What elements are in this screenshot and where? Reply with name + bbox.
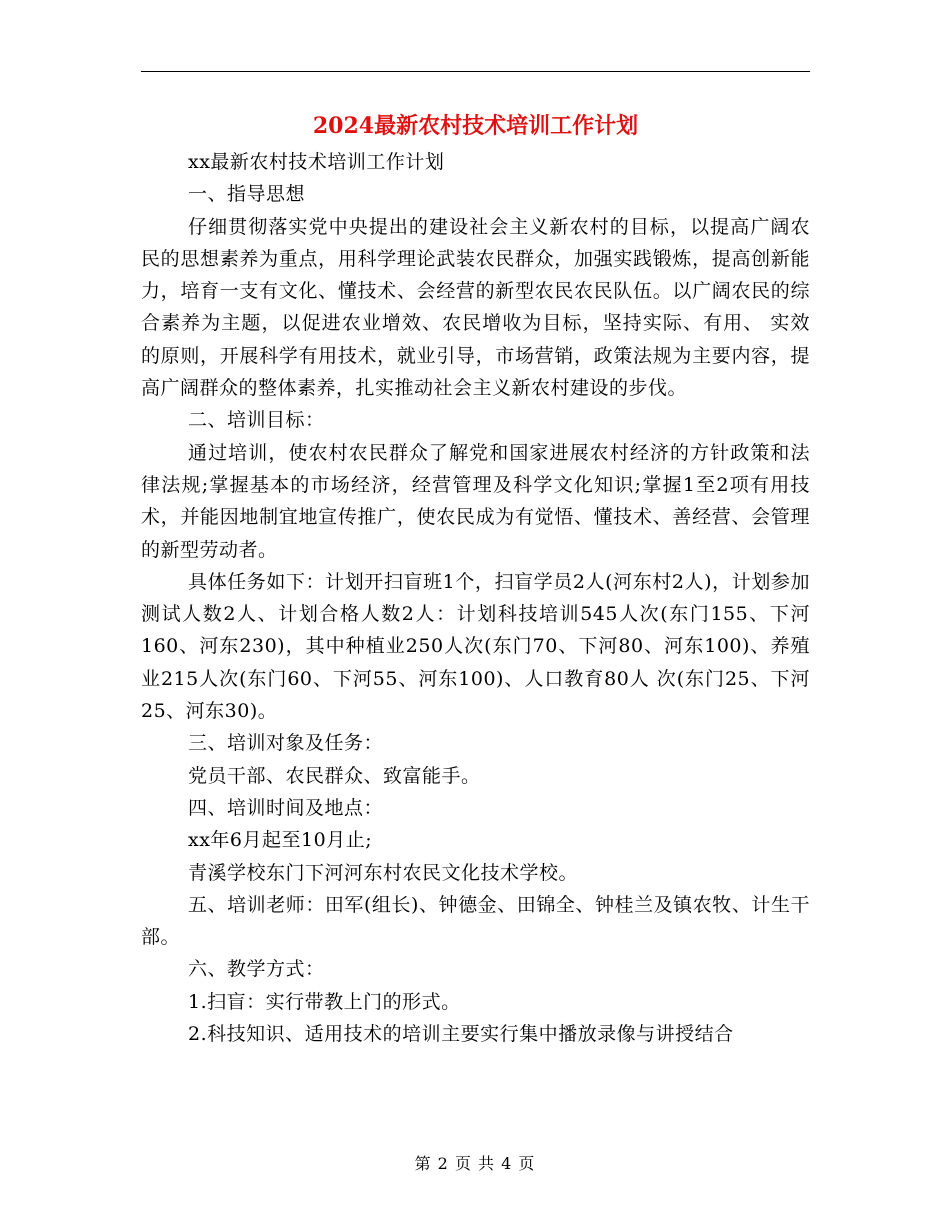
doc-paragraph: 仔细贯彻落实党中央提出的建设社会主义新农村的目标，以提高广阔农民的思想素养为重点，用科学理论武装农民群众，加强实践锻炼，提高创新能力，培育一支有文化、懂技术、会经营的新型农民农民队伍。以广阔农民的综合素养为主题，以促进农业增效、农民增收为目标，坚持实际、有用、 实效的原则，开展科学有用技术，就业引导，市场营销，政策法规为主要内容，提高广阔群众的整体素养，扎实推动社会主义新农村建设的步伐。 [141,215,810,400]
doc-list-item: 2.科技知识、适用技术的培训主要实行集中播放录像与讲授结合 [188,1023,734,1046]
section-heading-training-targets: 三、培训对象及任务： [188,732,384,755]
doc-paragraph: 通过培训，使农村农民群众了解党和国家进展农村经济的方针政策和法律法规;掌握基本的市场经济，经营管理及科学文化知识;掌握1至2项有用技术，并能因地制宜地宣传推广，使农民成为有觉悟、懂技术、善经营、会管理的新型劳动者。 [141,441,810,561]
document-body [141,146,810,1050]
doc-paragraph: 党员干部、农民群众、致富能手。 [188,764,481,787]
header-rule [141,71,810,72]
doc-paragraph: 青溪学校东门下河河东村农民文化技术学校。 [188,861,579,884]
section-heading-guiding-ideology: 一、指导思想 [188,183,306,206]
doc-list-item: 1.扫盲：实行带教上门的形式。 [188,990,461,1013]
section-heading-teaching-methods: 六、教学方式： [188,958,325,981]
section-heading-teachers: 五、培训老师：田军(组长)、钟德金、田锦全、钟桂兰及镇农牧、计生干部。 [141,893,810,949]
section-heading-time-place: 四、培训时间及地点： [188,796,384,819]
doc-paragraph-heading: xx最新农村技术培训工作计划 [188,151,445,173]
page-number: 第 2 页 共 4 页 [414,1154,536,1173]
document-title: 2024最新农村技术培训工作计划 [312,113,639,139]
doc-paragraph: xx年6月起至10月止; [188,829,373,852]
doc-paragraph: 具体任务如下：计划开扫盲班1个，扫盲学员2人(河东村2人)，计划参加测试人数2人、计划合格人数2人：计划科技培训545人次(东门155、下河 160、河东230)，其中种植业250人次(东门70、下河80、河东100)、养殖业215人次(东门60、下河55、河东100)、人口教育80人 次(东门25、下河25、河东30)。 [141,570,810,723]
section-heading-training-goals: 二、培训目标： [188,409,325,432]
